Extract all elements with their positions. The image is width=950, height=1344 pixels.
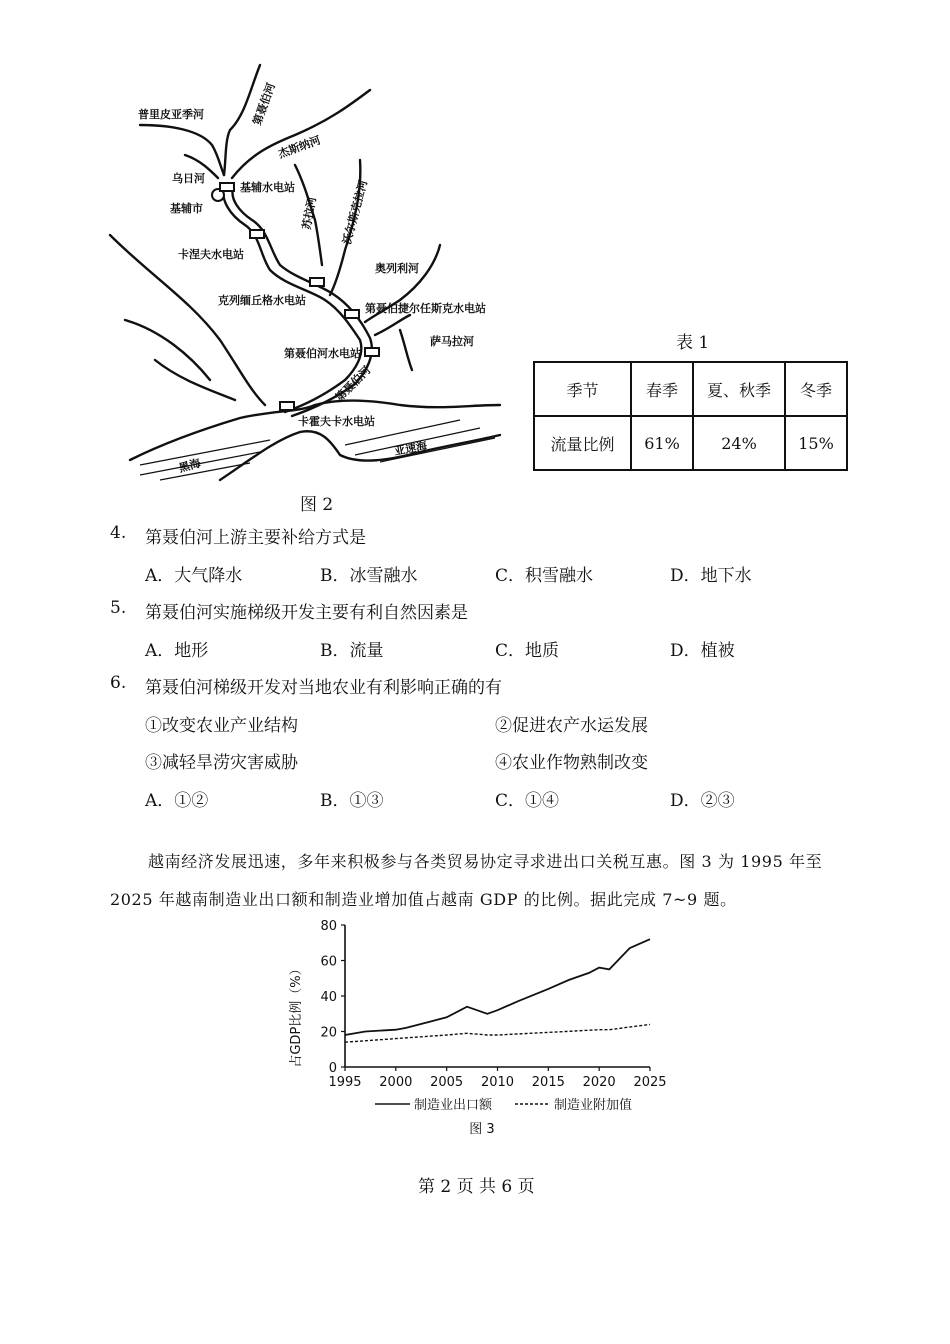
series-line-export — [345, 939, 650, 1035]
q6-option-c[interactable]: C．①④ — [495, 791, 560, 811]
coastline — [130, 400, 500, 460]
label-kyiv-city: 基辅市 — [170, 202, 203, 215]
passage-line-2: 2025 年越南制造业出口额和制造业增加值占越南 GDP 的比例。据此完成 7~9 题。 — [110, 890, 737, 909]
series-line-value-added — [345, 1024, 650, 1042]
label-vorskla: 沃尔斯克拉河 — [340, 178, 370, 246]
gdp-ratio-chart — [270, 915, 690, 1145]
pripyat-river — [140, 125, 224, 175]
chart-title: 图 3 — [469, 1122, 495, 1137]
q5-option-d[interactable]: D．植被 — [670, 641, 735, 661]
q4-option-d[interactable]: D．地下水 — [670, 566, 752, 586]
q5-text: 第聂伯河实施梯级开发主要有利自然因素是 — [145, 603, 468, 623]
dnieper-river-map — [100, 60, 530, 490]
q5-number: 5. — [110, 598, 127, 618]
samara-river — [375, 315, 410, 335]
y-tick-label: 20 — [320, 1025, 337, 1041]
q6-item-3: ③减轻旱涝灾害威胁 — [145, 753, 298, 773]
table-cell: 24% — [693, 416, 785, 470]
label-dnipro-dz: 第聂伯捷尔任斯克水电站 — [365, 302, 486, 315]
q6-number: 6. — [110, 673, 127, 693]
label-kakhovka: 卡霍夫卡水电站 — [298, 415, 375, 428]
q6-option-a[interactable]: A．①② — [145, 791, 209, 811]
legend-value-added: 制造业附加值 — [554, 1098, 633, 1113]
label-kaniv: 卡涅夫水电站 — [178, 248, 244, 261]
x-tick-label: 2010 — [480, 1075, 515, 1090]
q4-option-b[interactable]: B．冰雪融水 — [320, 566, 418, 586]
label-dnieper-top: 第聂伯河 — [250, 81, 278, 128]
x-tick-label: 2005 — [430, 1075, 464, 1090]
y-tick-label: 0 — [328, 1061, 337, 1076]
label-dnieper-plant: 第聂伯河水电站 — [284, 347, 361, 360]
q6-option-b[interactable]: B．①③ — [320, 791, 384, 811]
table-cell: 夏、秋季 — [693, 362, 785, 416]
table1-title: 表 1 — [676, 333, 710, 353]
q5-option-c[interactable]: C．地质 — [495, 641, 560, 661]
page-footer: 第 2 页 共 6 页 — [418, 1177, 535, 1197]
desna-river — [232, 90, 370, 178]
label-dnieper-lower: 第聂伯河 — [332, 363, 374, 405]
coastline-south — [220, 431, 500, 480]
y-tick-label: 40 — [320, 990, 337, 1005]
label-sula: 苏拉河 — [300, 195, 319, 231]
x-tick-label: 2015 — [531, 1075, 565, 1090]
q6-item-4: ④农业作物熟制改变 — [495, 753, 648, 773]
kyiv-plant-marker — [220, 183, 234, 191]
table-cell: 春季 — [631, 362, 693, 416]
q4-option-c[interactable]: C．积雪融水 — [495, 566, 594, 586]
q6-item-1: ①改变农业产业结构 — [145, 716, 298, 736]
legend-export: 制造业出口额 — [414, 1098, 493, 1113]
q5-option-a[interactable]: A．地形 — [145, 641, 209, 661]
table-cell: 流量比例 — [534, 416, 631, 470]
dnieper-plant-marker — [365, 348, 379, 356]
label-oril: 奥列利河 — [375, 262, 419, 275]
q6-option-d[interactable]: D．②③ — [670, 791, 735, 811]
label-pripyat: 普里皮亚季河 — [138, 108, 204, 121]
q4-text: 第聂伯河上游主要补给方式是 — [145, 528, 366, 548]
passage-line-1: 越南经济发展迅速，多年来积极参与各类贸易协定寻求进出口关税互惠。图 3 为 1995 年至 — [148, 852, 823, 871]
dnipro-dz-plant-marker — [345, 310, 359, 318]
x-tick-label: 1995 — [328, 1075, 362, 1090]
west-river-2 — [125, 320, 210, 380]
table-cell: 15% — [785, 416, 847, 470]
table-row — [534, 362, 847, 416]
flow-ratio-table — [533, 361, 848, 471]
west-river-3 — [155, 360, 235, 400]
x-tick-label: 2025 — [633, 1075, 667, 1090]
kremenchuk-plant-marker — [310, 278, 324, 286]
label-black-sea: 黑海 — [177, 456, 203, 475]
table-cell: 季节 — [534, 362, 631, 416]
q6-item-2: ②促进农产水运发展 — [495, 716, 648, 736]
q5-option-b[interactable]: B．流量 — [320, 641, 384, 661]
label-desna: 杰斯纳河 — [276, 133, 323, 161]
table-row — [534, 416, 847, 470]
q6-text: 第聂伯河梯级开发对当地农业有利影响正确的有 — [145, 678, 502, 698]
samara-branch — [400, 330, 412, 370]
label-azov: 亚速海 — [393, 439, 429, 458]
label-kyiv-plant: 基辅水电站 — [240, 181, 295, 194]
x-tick-label: 2000 — [379, 1075, 413, 1090]
chart-ylabel: 占GDP比例（%） — [289, 962, 304, 1068]
y-tick-label: 80 — [320, 919, 337, 934]
kakhovka-plant-marker — [280, 402, 294, 410]
figure2-caption: 图 2 — [300, 495, 334, 515]
x-tick-label: 2020 — [582, 1075, 616, 1090]
q4-number: 4. — [110, 523, 127, 543]
q4-option-a[interactable]: A．大气降水 — [145, 566, 243, 586]
table-cell: 冬季 — [785, 362, 847, 416]
kaniv-plant-marker — [250, 230, 264, 238]
label-uzh: 乌日河 — [172, 172, 205, 185]
y-tick-label: 60 — [320, 954, 337, 970]
label-kremenchuk: 克列缅丘格水电站 — [218, 294, 306, 307]
label-samara: 萨马拉河 — [430, 335, 474, 348]
table-cell: 61% — [631, 416, 693, 470]
